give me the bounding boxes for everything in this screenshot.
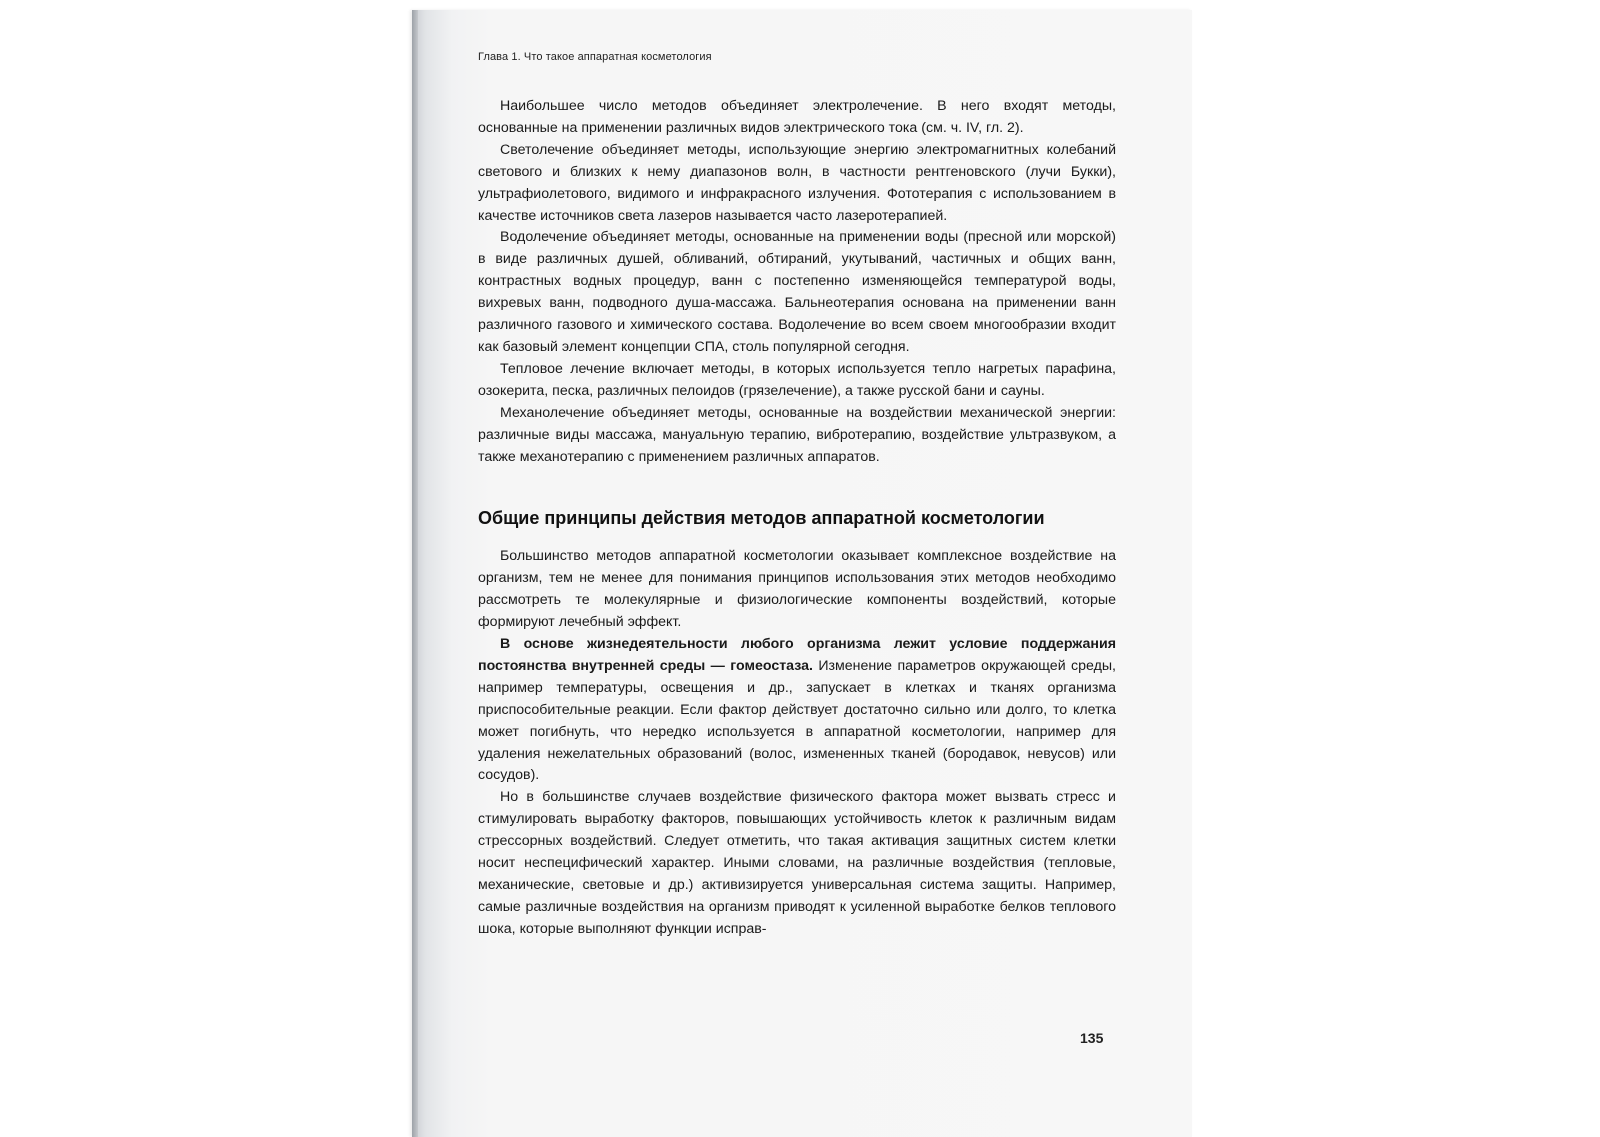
section-heading: Общие принципы действия методов аппаратной косметологии (478, 508, 1045, 529)
paragraph-hydrotherapy: Водолечение объединяет методы, основанные на применении воды (пресной или морской) в виде различных душей, обливаний, обтираний, укутываний, частичных и общих ванн, контрастных водных процедур, ванн с постепенно изменяющейся температурой воды, вихревых ванн, подводного душа-массажа. Бальнеотерапия основана на применении ванн различного газового и химического состава. Водолечение во всем своем многообразии входит как базовый элемент концепции СПА, столь популярной сегодня. (478, 229, 1116, 355)
homeostasis-bold-lead: В основе жизнедеятельности любого организма лежит условие поддержания постоянства внутренней среды — гомеостаза. (478, 636, 1116, 674)
paragraph-homeostasis (478, 634, 1116, 787)
paragraph-complex-effect: Большинство методов аппаратной косметологии оказывает комплексное воздействие на организм, тем не менее для понимания принципов использования этих методов необходимо рассмотреть те молекулярные и физиологические компоненты воздействий, которые формируют лечебный эффект. (478, 548, 1116, 631)
running-head: Глава 1. Что такое аппаратная косметология (478, 51, 712, 63)
page-number: 135 (1080, 1030, 1104, 1046)
page-content (478, 50, 1116, 941)
paragraph-thermotherapy: Тепловое лечение включает методы, в которых используется тепло нагретых парафина, озокерита, песка, различных пелоидов (грязелечение), а также русской бани и сауны. (478, 360, 1116, 399)
homeostasis-text: Изменение параметров окружающей среды, например температуры, освещения и др., запускает в клетках и тканях организма приспособительные реакции. Если фактор действует достаточно сильно или долго, то клетка может погибнуть, что нередко используется в аппаратной косметологии, например для удаления нежелательных образований (волос, измененных тканей (бородавок, невусов) или сосудов). (478, 657, 1116, 784)
paragraph-mechanotherapy: Механолечение объединяет методы, основанные на воздействии механической энергии: различные виды массажа, мануальную терапию, вибротерапию, воздействие ультразвуком, а также механотерапию с применением различных аппаратов. (478, 404, 1116, 465)
paragraph-phototherapy: Светолечение объединяет методы, использующие энергию электромагнитных колебаний светового и близких к нему диапазонов волн, в частности рентгеновского (лучи Букки), ультрафиолетового, видимого и инфракрасного излучения. Фототерапия с использованием в качестве источников света лазеров называется часто лазеротерапией. (478, 141, 1116, 224)
paragraph-electrotherapy: Наибольшее число методов объединяет электролечение. В него входят методы, основанные на применении различных видов электрического тока (см. ч. IV, гл. 2). (478, 98, 1116, 136)
paragraph-stress-response: Но в большинстве случаев воздействие физического фактора может вызвать стресс и стимулировать выработку факторов, повышающих устойчивость клеток к различным видам стрессорных воздействий. Следует отметить, что такая активация защитных систем клетки носит неспецифический характер. Иными словами, на различные воздействия (тепловые, механические, световые и др.) активизируется универсальная система защиты. Например, самые различные воздействия на организм приводят к усиленной выработке белков теплового шока, которые выполняют функции исправ- (478, 789, 1116, 937)
page-spine-shadow (412, 10, 418, 1137)
